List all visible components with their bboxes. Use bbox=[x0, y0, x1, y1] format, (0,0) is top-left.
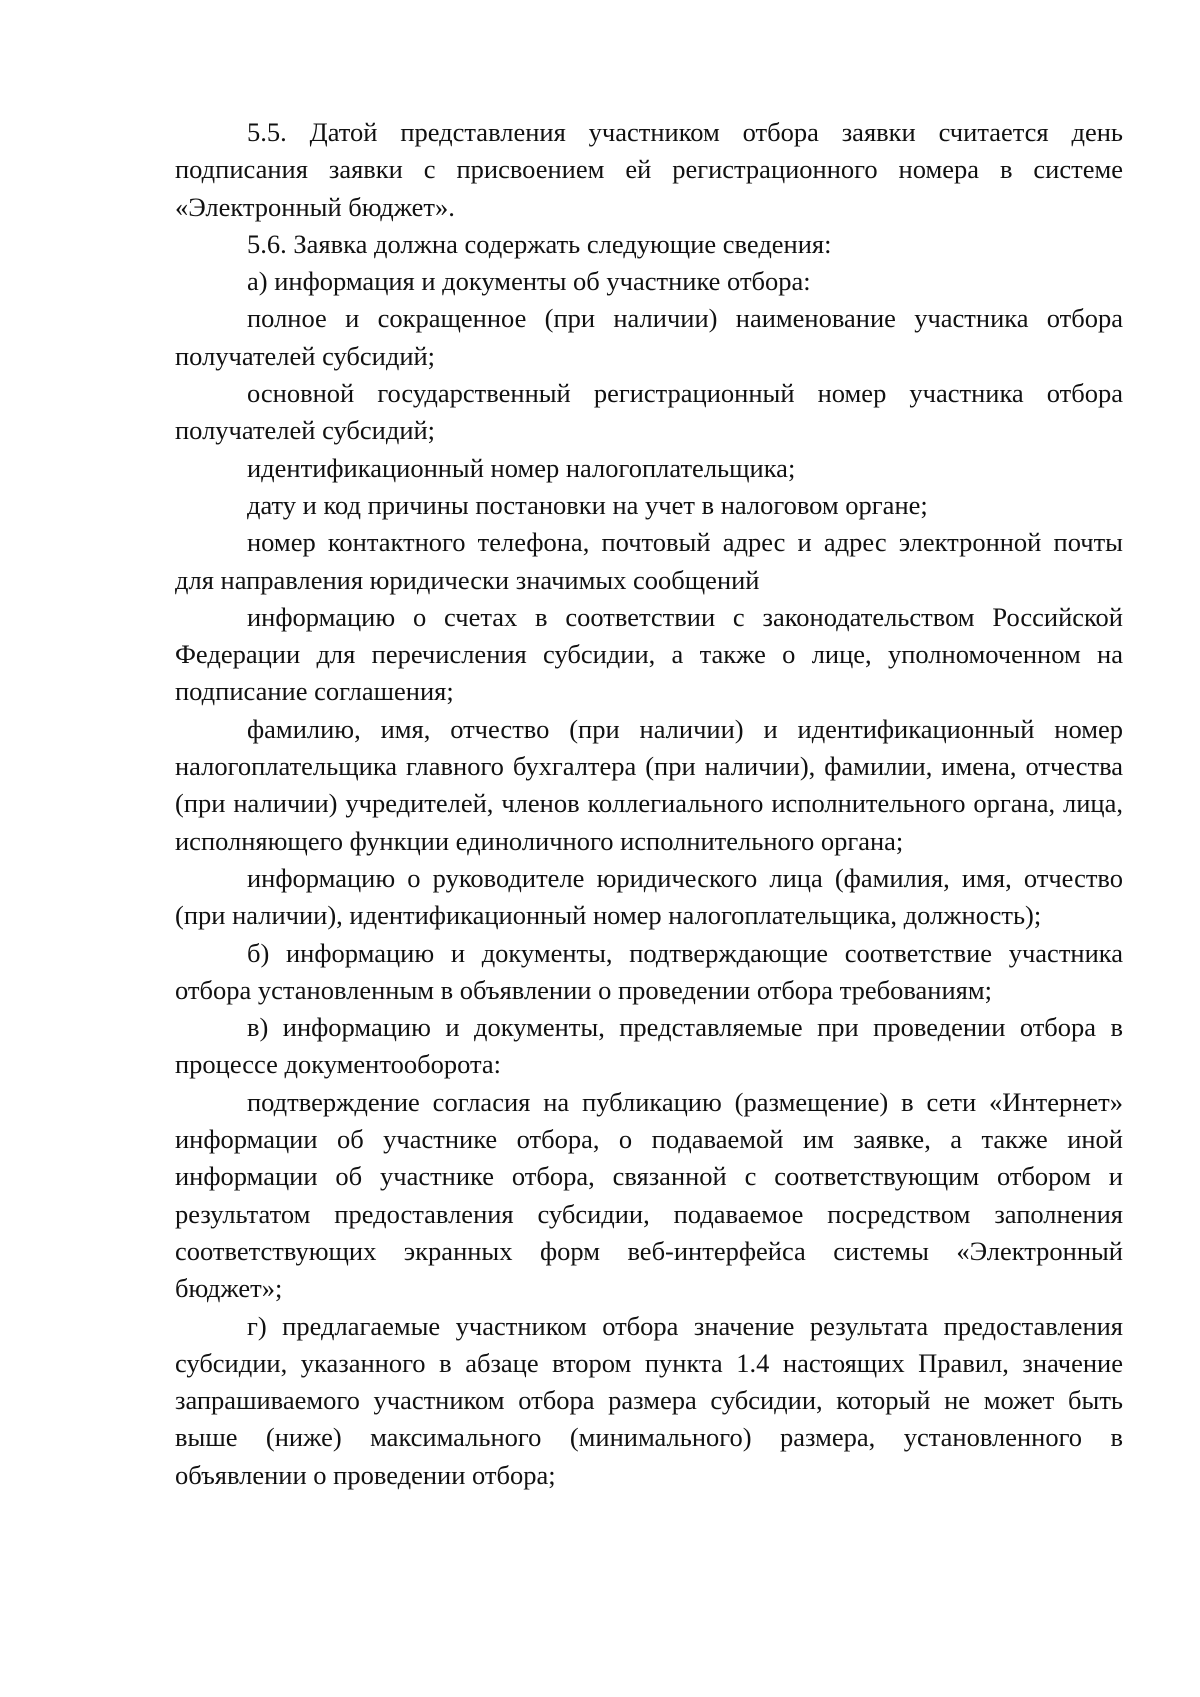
paragraph-head: информацию о руководителе юридического лица (фамилия, имя, отчество (при наличии), идентификационный номер налогоплательщика, должность); bbox=[175, 862, 1123, 931]
paragraph-inn: идентификационный номер налогоплательщика; bbox=[247, 452, 796, 483]
paragraph-accountant: фамилию, имя, отчество (при наличии) и идентификационный номер налогоплательщика главного бухгалтера (при наличии), фамилии, имена, отчества (при наличии) учредителей, членов коллегиального исполнительного органа, лица, исполняющего функции единоличного исполнительного органа; bbox=[175, 713, 1123, 856]
paragraph-ogrn: основной государственный регистрационный номер участника отбора получателей субсидий; bbox=[175, 378, 1123, 446]
paragraph-item-b: б) информацию и документы, подтверждающие соответствие участника отбора установленным в объявлении о проведении отбора требованиям; bbox=[175, 937, 1123, 1005]
paragraph-item-a: а) информация и документы об участнике отбора: bbox=[247, 266, 811, 297]
document-body bbox=[175, 114, 1123, 1494]
paragraph-full-name: полное и сокращенное (при наличии) наименование участника отбора получателей субсидий; bbox=[175, 303, 1123, 371]
paragraph-accounts: информацию о счетах в соответствии с законодательством Российской Федерации для перечисления субсидии, а также о лице, уполномоченном на подписание соглашения; bbox=[175, 601, 1123, 707]
paragraph-item-g: г) предлагаемые участником отбора значение результата предоставления субсидии, указанного в абзаце втором пункта 1.4 настоящих Правил, значение запрашиваемого участником отбора размера субсидии, который не может быть выше (ниже) максимального (минимального) размера, установленного в объявлении о проведении отбора; bbox=[175, 1310, 1123, 1490]
paragraph-kpp: дату и код причины постановки на учет в налоговом органе; bbox=[247, 489, 928, 520]
paragraph-consent: подтверждение согласия на публикацию (размещение) в сети «Интернет» информации об участнике отбора, о подаваемой им заявке, а также иной информации об участнике отбора, связанной с соответствующим отбором и результатом предоставления субсидии, подаваемое посредством заполнения соответствующих экранных форм веб-интерфейса системы «Электронный бюджет»; bbox=[175, 1086, 1123, 1304]
paragraph-5-6: 5.6. Заявка должна содержать следующие сведения: bbox=[247, 228, 832, 259]
paragraph-5-5: 5.5. Датой представления участником отбора заявки считается день подписания заявки с присвоением ей регистрационного номера в системе «Электронный бюджет». bbox=[175, 117, 1123, 222]
paragraph-item-v: в) информацию и документы, представляемые при проведении отбора в процессе документооборота: bbox=[175, 1012, 1123, 1080]
paragraph-contacts: номер контактного телефона, почтовый адрес и адрес электронной почты для направления юридически значимых сообщений bbox=[175, 527, 1123, 595]
